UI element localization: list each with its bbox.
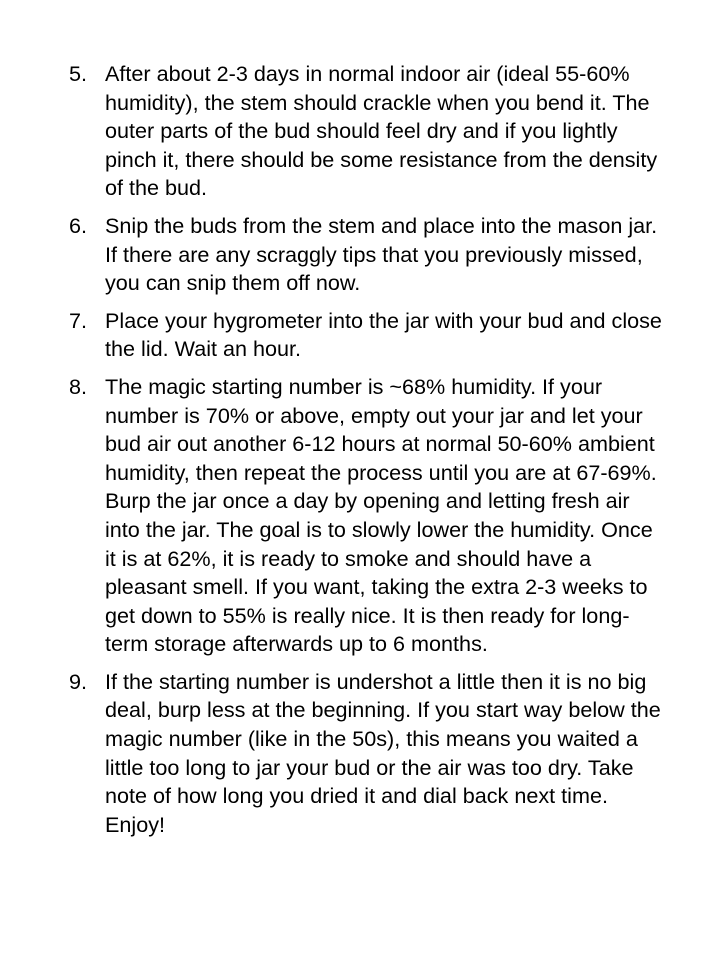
step-text: If the starting number is undershot a little then it is no big deal, burp less at the beginning. If you start way below the magic number (like in the 50s), this means you waited a little too long to jar your bud or the air was too dry. Take note of how long you dried it and dial back next time. Enjoy! <box>105 668 661 837</box>
list-item-step-5 <box>0 60 720 203</box>
list-item-step-8 <box>0 373 720 659</box>
step-text: After about 2-3 days in normal indoor air (ideal 55-60% humidity), the stem should crackle when you bend it. The outer parts of the bud should feel dry and if you lightly pinch it, there should be some resistance from the density of the bud. <box>105 61 658 201</box>
list-item-step-9 <box>0 668 720 840</box>
step-number: 7. <box>69 307 88 333</box>
step-text: The magic starting number is ~68% humidity. If your number is 70% or above, empty out your jar and let your bud air out another 6-12 hours at normal 50-60% ambient humidity, then repeat the process until you are at 67-69%. Burp the jar once a day by opening and letting fresh air into the jar. The goal is to slowly lower the humidity. Once it is at 62%, it is ready to smoke and should have a pleasant smell. If you want, taking the extra 2-3 weeks to get down to 55% is really nice. It is then ready for long-term storage afterwards up to 6 months. <box>105 373 657 657</box>
step-text: Snip the buds from the stem and place into the mason jar. If there are any scraggly tips that you previously missed, you can snip them off now. <box>105 212 658 296</box>
step-number: 8. <box>69 373 88 399</box>
step-number: 5. <box>69 61 88 86</box>
step-number: 6. <box>69 212 88 238</box>
list-item-step-6 <box>0 212 720 298</box>
step-text: Place your hygrometer into the jar with your bud and close the lid. Wait an hour. <box>105 307 662 362</box>
instruction-list <box>0 60 720 848</box>
step-number: 9. <box>69 668 88 694</box>
list-item-step-7 <box>0 307 720 364</box>
